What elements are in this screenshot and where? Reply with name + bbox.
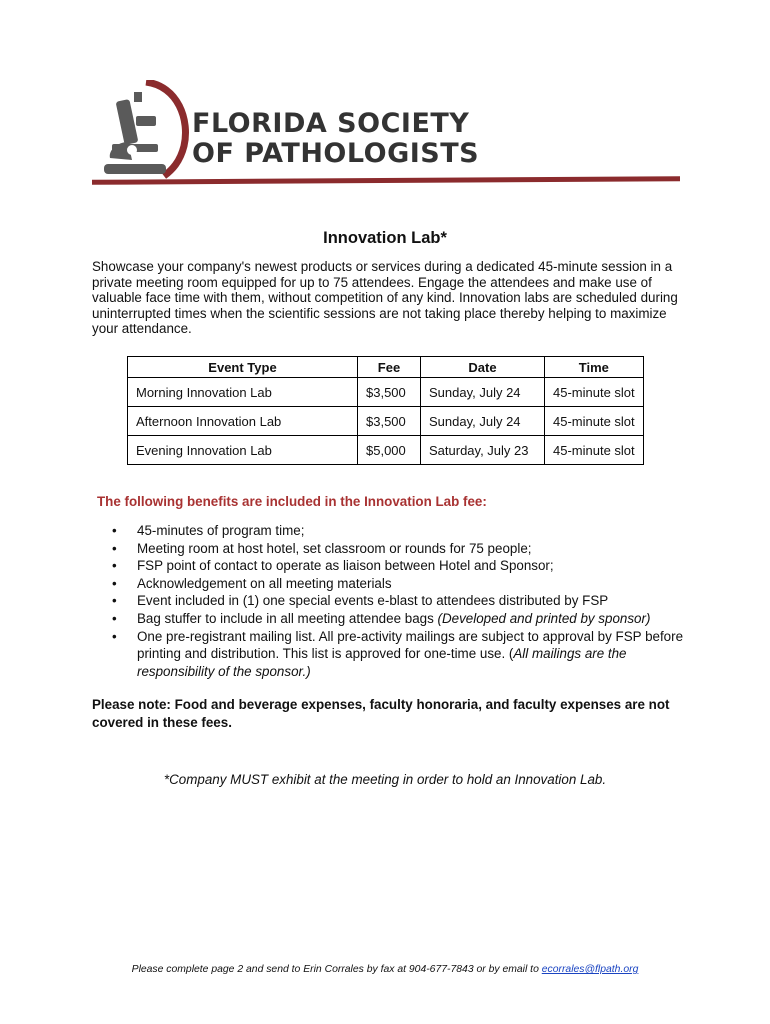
cell-event-type: Evening Innovation Lab [128,436,358,465]
cell-event-type: Afternoon Innovation Lab [128,407,358,436]
cell-date: Saturday, July 23 [421,436,545,465]
footer-instructions: Please complete page 2 and send to Erin Corrales by fax at 904-677-7843 or by email to ecorrales@flpath.org [131,964,639,975]
benefits-heading: The following benefits are included in the Innovation Lab fee: [97,494,487,509]
list-item: • One pre-registrant mailing list. All pre-activity mailings are subject to approval by FSP before printing and distribution. This list is approved for one-time use. (All mailings are the responsibility of the sponsor.) [92,628,692,681]
cell-time: 45-minute slot [545,436,644,465]
please-note: Please note: Food and beverage expenses, faculty honoraria, and faculty expenses are not covered in these fees. [92,697,670,730]
logo-line-2: OF PATHOLOGISTS [192,138,480,169]
cell-date: Sunday, July 24 [421,407,545,436]
logo-line-1: FLORIDA SOCIETY [192,108,470,139]
column-header-date: Date [421,357,545,378]
cell-time: 45-minute slot [545,378,644,407]
table-row [128,407,644,436]
column-header-time: Time [545,357,644,378]
cell-fee: $3,500 [358,407,421,436]
cell-time: 45-minute slot [545,407,644,436]
list-item: • 45-minutes of program time; [92,522,692,540]
list-item: • Event included in (1) one special events e-blast to attendees distributed by FSP [92,592,692,610]
microscope-icon [92,80,192,184]
page-title: Innovation Lab* [323,229,447,247]
table-row [128,436,644,465]
pricing-table [127,356,644,465]
table-header-row [128,357,644,378]
column-header-event-type: Event Type [128,357,358,378]
list-item: • Meeting room at host hotel, set classroom or rounds for 75 people; [92,540,692,558]
exhibit-requirement: *Company MUST exhibit at the meeting in order to hold an Innovation Lab. [163,772,607,787]
email-link[interactable]: ecorrales@flpath.org [541,964,639,975]
table-row [128,378,644,407]
benefits-list [92,522,692,680]
cell-event-type: Morning Innovation Lab [128,378,358,407]
fsp-logo [92,80,682,190]
column-header-fee: Fee [358,357,421,378]
list-item: • Acknowledgement on all meeting materials [92,575,692,593]
cell-fee: $5,000 [358,436,421,465]
cell-date: Sunday, July 24 [421,378,545,407]
list-item: • Bag stuffer to include in all meeting attendee bags (Developed and printed by sponsor) [92,610,692,628]
cell-fee: $3,500 [358,378,421,407]
intro-paragraph: Showcase your company's newest products or services during a dedicated 45-minute session in a private meeting room equipped for up to 75 attendees. Engage the attendees and make use of valuable face time with them, without competition of any kind. Innovation labs are scheduled during uninterrupted times when the scientific sessions are not taking place thereby helping to maximize your attendance. [92,259,678,336]
list-item: • FSP point of contact to operate as liaison between Hotel and Sponsor; [92,557,692,575]
